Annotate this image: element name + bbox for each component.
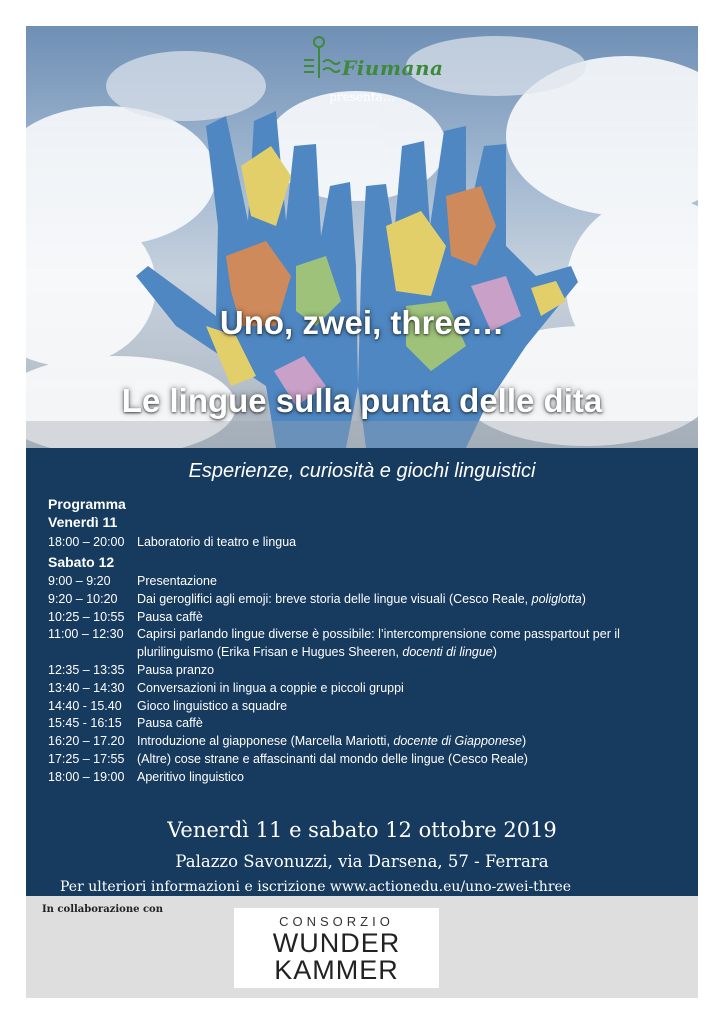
schedule-time: 12:35 – 13:35 bbox=[48, 662, 125, 677]
schedule-saturday bbox=[48, 573, 678, 787]
program-subtitle: Esperienze, curiosità e giochi linguistici bbox=[188, 460, 536, 482]
schedule-description-text: Pausa caffè bbox=[137, 609, 203, 624]
schedule-row bbox=[48, 769, 678, 787]
schedule-description-text: Laboratorio di teatro e lingua bbox=[137, 535, 297, 549]
schedule-description bbox=[137, 751, 678, 769]
wunderkammer-logo bbox=[234, 908, 439, 988]
schedule-description-text: Capirsi parlando lingue diverse è possibile: l’intercomprensione come passpartout per il plurilinguismo (Erika Frisan e Hugues Sheeren, bbox=[137, 627, 620, 660]
schedule-time: 9:00 – 9:20 bbox=[48, 574, 111, 588]
schedule-time: 18:00 – 20:00 bbox=[48, 535, 125, 549]
day-heading-friday: Venerdì 11 bbox=[48, 514, 118, 530]
wunderkammer-consorzio: CONSORZIO bbox=[279, 914, 394, 929]
schedule-description bbox=[137, 591, 678, 609]
schedule-row bbox=[48, 680, 678, 698]
schedule-description bbox=[137, 680, 678, 698]
schedule-row bbox=[48, 715, 678, 733]
schedule-speaker-role: docente di Giapponese bbox=[393, 734, 522, 749]
schedule-description-text: Gioco linguistico a squadre bbox=[137, 698, 288, 713]
schedule-time: 13:40 – 14:30 bbox=[48, 680, 125, 695]
schedule-row bbox=[48, 662, 678, 680]
schedule-row bbox=[48, 751, 678, 769]
schedule-time: 16:20 – 17.20 bbox=[48, 734, 125, 749]
hero-image bbox=[26, 26, 698, 448]
schedule-description-text: Introduzione al giapponese (Marcella Mariotti, bbox=[137, 734, 394, 749]
schedule-description-text: Pausa caffè bbox=[137, 716, 203, 731]
schedule-description bbox=[137, 715, 678, 733]
wunderkammer-line-1: WUNDER bbox=[272, 928, 401, 958]
fiumana-wordmark: Fiumana bbox=[342, 56, 444, 80]
footer-section bbox=[26, 896, 698, 998]
presenta-text: presenta… bbox=[329, 90, 395, 104]
schedule-time: 14:40 - 15.40 bbox=[48, 698, 122, 713]
schedule-row bbox=[48, 698, 678, 716]
schedule-description bbox=[137, 534, 678, 552]
schedule-description bbox=[137, 698, 678, 716]
schedule-description bbox=[137, 609, 678, 627]
schedule-time: 17:25 – 17:55 bbox=[48, 751, 125, 766]
schedule-description bbox=[137, 662, 678, 680]
wunderkammer-line-2: KAMMER bbox=[274, 955, 399, 985]
schedule-speaker-role: docenti di lingue bbox=[402, 645, 493, 660]
schedule-friday bbox=[48, 534, 678, 552]
schedule-description bbox=[137, 626, 678, 662]
day-heading-saturday: Sabato 12 bbox=[48, 554, 115, 570]
program-heading: Programma bbox=[48, 496, 126, 512]
schedule-description-text: Conversazioni in lingua a coppie e piccoli gruppi bbox=[137, 680, 404, 695]
event-poster bbox=[26, 26, 698, 998]
title-line-1: Uno, zwei, three… bbox=[219, 304, 505, 341]
schedule-time: 15:45 - 16:15 bbox=[48, 716, 122, 731]
schedule-description-text: Aperitivo linguistico bbox=[137, 769, 244, 784]
schedule-row bbox=[48, 534, 678, 552]
schedule-description bbox=[137, 769, 678, 787]
schedule-row bbox=[48, 733, 678, 751]
schedule-description-text: (Altre) cose strane e affascinanti dal mondo delle lingue (Cesco Reale) bbox=[137, 751, 528, 766]
event-date: Venerdì 11 e sabato 12 ottobre 2019 bbox=[167, 818, 557, 842]
schedule-description-text: Pausa pranzo bbox=[137, 662, 215, 677]
schedule-description-end: ) bbox=[492, 645, 497, 660]
fiumana-logo-icon bbox=[296, 34, 342, 82]
schedule-row bbox=[48, 626, 678, 662]
title-line-2: Le lingue sulla punta delle dita bbox=[121, 382, 603, 419]
schedule-description-text: Dai geroglifici agli emoji: breve storia delle lingue visuali (Cesco Reale, bbox=[137, 591, 532, 606]
schedule-time: 11:00 – 12:30 bbox=[48, 627, 124, 642]
event-place: Palazzo Savonuzzi, via Darsena, 57 - Ferrara bbox=[175, 852, 549, 871]
schedule-time: 10:25 – 10:55 bbox=[48, 609, 125, 624]
schedule-row bbox=[48, 609, 678, 627]
schedule-description-end: ) bbox=[521, 734, 527, 749]
schedule-description-end: ) bbox=[581, 591, 586, 606]
schedule-description-text: Presentazione bbox=[137, 574, 217, 588]
schedule-speaker-role: poliglotta bbox=[531, 591, 582, 606]
collaboration-label: In collaborazione con bbox=[42, 904, 163, 915]
schedule-row bbox=[48, 573, 678, 591]
schedule-description bbox=[137, 573, 678, 591]
program-section bbox=[26, 448, 698, 896]
schedule-time: 18:00 – 19:00 bbox=[48, 769, 125, 784]
schedule-description bbox=[137, 733, 678, 751]
schedule-time: 9:20 – 10:20 bbox=[48, 591, 118, 606]
schedule-row bbox=[48, 591, 678, 609]
fiumana-logo bbox=[296, 34, 456, 82]
info-link-text: Per ulteriori informazioni e iscrizione www.actionedu.eu/uno-zwei-three bbox=[60, 879, 572, 895]
